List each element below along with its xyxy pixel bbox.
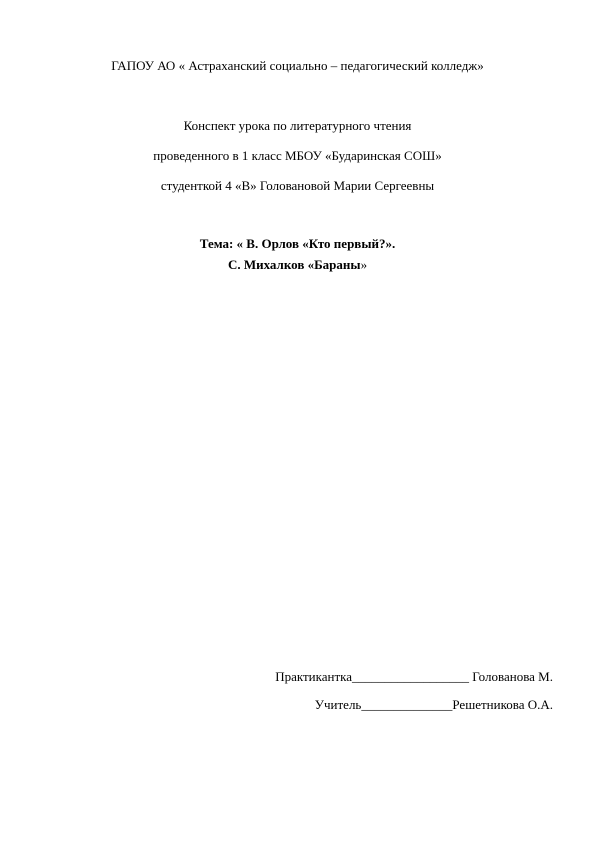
intro-line-2: проведенного в 1 класс МБОУ «Бударинская СОШ» (153, 148, 442, 163)
institution-header: ГАПОУ АО « Астраханский социально – педагогический колледж» (111, 58, 484, 73)
topic-line-2-quote: » (360, 257, 368, 272)
topic-line-2-text: С. Михалков «Бараны (227, 257, 361, 272)
topic-line-2 (0, 257, 595, 273)
topic-line-1: Тема: « В. Орлов «Кто первый?». (199, 236, 396, 251)
intro-line-3: студенткой 4 «В» Головановой Марии Сергеевны (160, 178, 435, 193)
trainee-signature-line: Практикантка__________________ Голованова М. (275, 669, 553, 684)
intro-line-1: Конспект урока по литературного чтения (183, 118, 412, 133)
teacher-signature-line: Учитель______________Решетникова О.А. (314, 697, 553, 712)
